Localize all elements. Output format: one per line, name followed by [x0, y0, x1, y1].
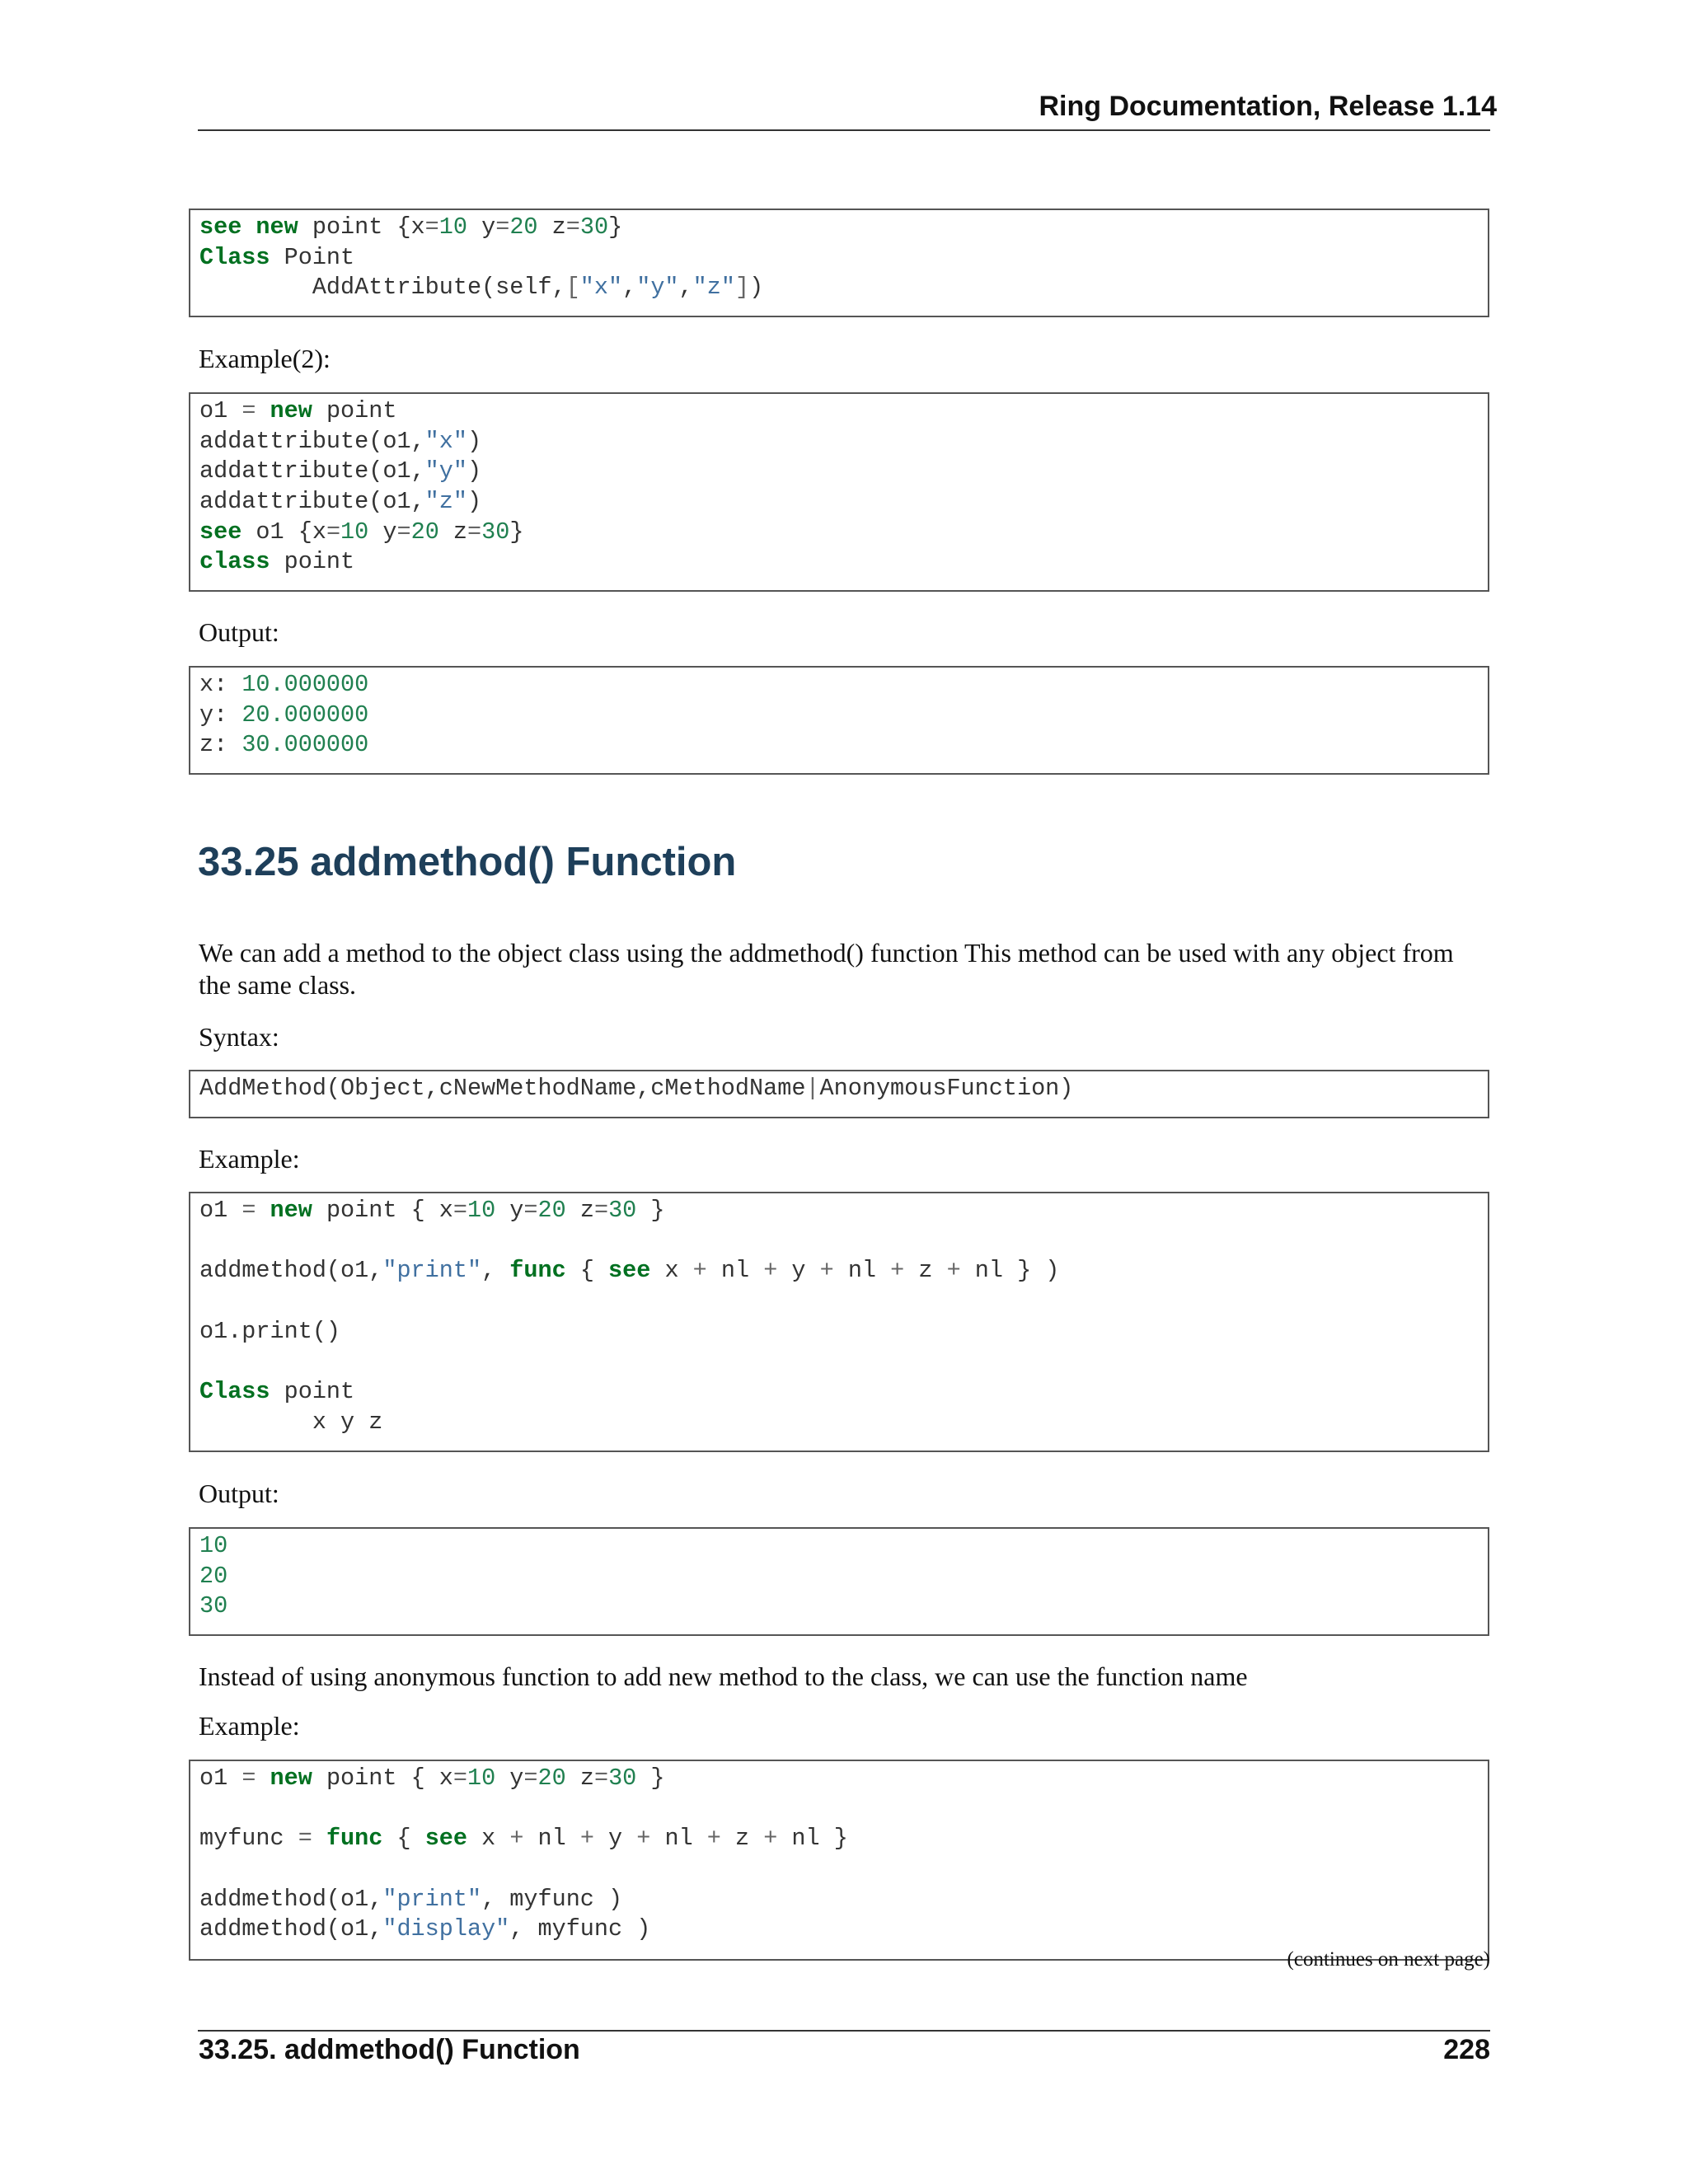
code-token: Class: [199, 1378, 270, 1406]
code-token: 30.000000: [241, 731, 369, 759]
code-token: +: [890, 1257, 905, 1285]
code-line: [199, 730, 1488, 761]
output-label-1: Output:: [199, 617, 279, 647]
code-line: [199, 1408, 1488, 1438]
code-line: [199, 1286, 1488, 1317]
code-block-output-numbers: [189, 1527, 1489, 1636]
code-token: ): [467, 488, 482, 516]
code-token: nl } ): [960, 1257, 1060, 1285]
code-line: [199, 1591, 1488, 1622]
code-line: [199, 1824, 1488, 1854]
code-token: 20.000000: [241, 701, 369, 729]
code-token: =: [241, 397, 256, 424]
code-token: }: [636, 1765, 665, 1792]
code-token: 10: [340, 518, 369, 546]
code-token: addmethod(o1,: [199, 1885, 383, 1913]
code-token: +: [692, 1257, 707, 1285]
code-token: 30: [199, 1592, 228, 1620]
code-token: =: [424, 213, 439, 241]
code-token: "y": [636, 274, 679, 302]
header-rule: [198, 129, 1490, 131]
code-token: addmethod(o1,: [199, 1257, 383, 1285]
code-token: AnonymousFunction): [819, 1075, 1074, 1102]
code-token: ]: [734, 274, 750, 302]
continues-note: (continues on next page): [1287, 1948, 1490, 1971]
code-token: z: [904, 1257, 947, 1285]
code-token: "z": [424, 488, 467, 516]
code-line: [199, 1764, 1488, 1794]
code-token: {: [565, 1257, 609, 1285]
code-token: +: [636, 1825, 651, 1853]
code-line: [199, 1256, 1488, 1286]
code-token: =: [241, 1197, 256, 1224]
code-token: point { x: [312, 1197, 453, 1224]
code-token: [256, 1197, 270, 1224]
code-token: =: [523, 1765, 538, 1792]
code-token: x: [650, 1257, 693, 1285]
code-token: }: [509, 518, 524, 546]
code-line: [199, 1562, 1488, 1592]
code-token: =: [452, 1765, 467, 1792]
code-token: o1: [199, 1765, 242, 1792]
code-token: x:: [199, 671, 242, 698]
code-token: }: [636, 1197, 665, 1224]
code-token: addattribute(o1,: [199, 457, 425, 485]
code-line: [199, 1226, 1488, 1257]
code-token: , myfunc ): [481, 1885, 623, 1913]
code-token: |: [805, 1075, 820, 1102]
code-token: 30: [481, 518, 510, 546]
code-token: [312, 1825, 326, 1852]
code-token: 20: [537, 1765, 566, 1792]
code-token: y: [593, 1825, 637, 1853]
code-line: [199, 547, 1488, 578]
code-line: [199, 1854, 1488, 1885]
code-token: "print": [382, 1257, 482, 1285]
code-token: ): [467, 427, 482, 455]
code-token: o1.print(): [199, 1317, 341, 1345]
code-line: [199, 701, 1488, 731]
code-token: 30: [608, 1197, 637, 1224]
code-token: x y z: [199, 1408, 383, 1436]
code-line: [199, 213, 1488, 243]
code-token: 10: [199, 1532, 228, 1559]
code-line: [199, 1885, 1488, 1915]
example-label-2: Example:: [199, 1711, 300, 1741]
footer-rule: [198, 2030, 1490, 2032]
code-token: [: [565, 274, 580, 302]
code-token: z: [537, 213, 566, 241]
code-token: +: [946, 1257, 961, 1285]
code-token: 20: [537, 1197, 566, 1224]
code-token: 20: [509, 213, 538, 241]
code-token: AddMethod(Object,cNewMethodName,cMethodName: [199, 1075, 806, 1102]
example-label: Example:: [199, 1144, 300, 1174]
code-token: ,: [622, 274, 637, 302]
code-token: nl: [706, 1257, 764, 1285]
code-token: y: [495, 1765, 524, 1792]
code-token: =: [298, 1825, 312, 1853]
code-token: +: [706, 1825, 721, 1853]
code-token: ): [749, 274, 764, 302]
code-token: z: [565, 1765, 594, 1792]
code-token: o1: [199, 397, 242, 424]
page-number: 228: [1443, 2034, 1490, 2065]
code-token: nl }: [777, 1825, 848, 1853]
code-line: [199, 1074, 1488, 1104]
code-block-addmethod-named-function: [189, 1760, 1489, 1961]
code-token: nl: [650, 1825, 707, 1853]
code-token: y: [467, 213, 496, 241]
code-token: y:: [199, 701, 242, 729]
code-token: {: [382, 1825, 425, 1853]
code-token: +: [763, 1825, 778, 1853]
code-token: o1 {x: [241, 518, 326, 546]
code-token: new: [270, 1765, 312, 1792]
code-token: +: [509, 1825, 524, 1853]
code-token: see: [199, 518, 242, 546]
code-line: [199, 1531, 1488, 1562]
code-token: 10: [467, 1197, 496, 1224]
code-token: addattribute(o1,: [199, 488, 425, 516]
code-token: "y": [424, 457, 467, 485]
syntax-label: Syntax:: [199, 1022, 279, 1052]
code-token: =: [495, 213, 510, 241]
code-token: 10.000000: [241, 671, 369, 698]
code-token: "x": [424, 427, 467, 455]
code-token: myfunc: [199, 1825, 298, 1853]
code-token: AddAttribute(self,: [199, 274, 566, 302]
code-token: y: [777, 1257, 820, 1285]
code-line: [199, 1794, 1488, 1825]
code-token: see: [199, 213, 242, 241]
code-token: 10: [438, 213, 467, 241]
instead-paragraph: Instead of using anonymous function to add new method to the class, we can use the function name: [199, 1661, 1248, 1691]
code-token: 20: [199, 1562, 228, 1590]
code-token: "x": [579, 274, 623, 302]
code-token: =: [593, 1765, 609, 1792]
code-token: +: [819, 1257, 834, 1285]
code-token: new: [270, 1197, 312, 1224]
code-token: o1: [199, 1197, 242, 1224]
code-token: "z": [692, 274, 735, 302]
code-token: =: [467, 518, 482, 546]
code-token: x: [467, 1825, 510, 1853]
code-token: +: [763, 1257, 778, 1285]
intro-paragraph: We can add a method to the object class using the addmethod() function This method can be used with any object from the same class.: [199, 938, 1454, 1000]
output-label-2: Output:: [199, 1479, 279, 1508]
section-heading-addmethod: 33.25 addmethod() Function: [198, 840, 737, 884]
code-token: addmethod(o1,: [199, 1915, 383, 1943]
code-line: [199, 273, 1488, 303]
code-line: [199, 1347, 1488, 1377]
code-line: [199, 396, 1488, 427]
code-token: func: [509, 1257, 566, 1285]
code-token: Class: [199, 243, 270, 271]
code-token: nl: [523, 1825, 580, 1853]
code-token: nl: [833, 1257, 891, 1285]
code-token: y: [368, 518, 397, 546]
code-token: 30: [608, 1765, 637, 1792]
code-line: [199, 1196, 1488, 1226]
code-token: y: [495, 1197, 524, 1224]
code-block-syntax: [189, 1070, 1489, 1118]
code-token: 10: [467, 1765, 496, 1792]
code-token: z: [720, 1825, 764, 1853]
running-header-title: Ring Documentation, Release 1.14: [1039, 91, 1497, 122]
code-token: +: [579, 1825, 594, 1853]
code-token: "display": [382, 1915, 510, 1943]
code-line: [199, 1317, 1488, 1347]
code-token: z: [438, 518, 468, 546]
example-2-label: Example(2):: [199, 344, 331, 373]
code-token: }: [608, 213, 623, 241]
code-token: =: [326, 518, 341, 546]
code-line: [199, 518, 1488, 548]
code-token: =: [565, 213, 580, 241]
code-token: ,: [678, 274, 693, 302]
code-token: [256, 1765, 270, 1792]
code-token: z: [565, 1197, 594, 1224]
code-token: =: [523, 1197, 538, 1224]
footer-section-title: 33.25. addmethod() Function: [199, 2034, 580, 2065]
code-token: see: [424, 1825, 467, 1853]
code-block-addattribute-example: [189, 392, 1489, 592]
code-token: point: [270, 1378, 355, 1406]
code-token: [241, 213, 256, 241]
code-token: point {x: [298, 213, 425, 241]
code-block-output-xyz: [189, 666, 1489, 775]
code-line: [199, 487, 1488, 518]
code-token: class: [199, 548, 270, 576]
code-token: z:: [199, 731, 242, 759]
code-token: 30: [579, 213, 609, 241]
code-token: =: [241, 1765, 256, 1792]
code-token: new: [256, 213, 298, 241]
code-token: , myfunc ): [509, 1915, 651, 1943]
code-line: [199, 457, 1488, 487]
code-token: =: [452, 1197, 467, 1224]
code-block-class-point-addattribute: [189, 209, 1489, 317]
code-line: [199, 1377, 1488, 1408]
code-token: addattribute(o1,: [199, 427, 425, 455]
code-block-addmethod-anonymous: [189, 1192, 1489, 1452]
code-token: "print": [382, 1885, 482, 1913]
code-token: 20: [410, 518, 439, 546]
code-line: [199, 243, 1488, 274]
code-token: ,: [481, 1257, 510, 1285]
code-token: ): [467, 457, 482, 485]
code-line: [199, 427, 1488, 457]
code-token: func: [326, 1825, 383, 1853]
code-token: Point: [270, 243, 355, 271]
code-token: =: [593, 1197, 609, 1224]
code-token: [256, 397, 270, 424]
code-line: [199, 1915, 1488, 1945]
code-token: point: [312, 397, 397, 424]
code-token: new: [270, 397, 312, 424]
code-token: point { x: [312, 1765, 453, 1792]
code-token: see: [608, 1257, 651, 1285]
code-token: =: [396, 518, 411, 546]
code-line: [199, 670, 1488, 701]
code-token: point: [270, 548, 355, 576]
